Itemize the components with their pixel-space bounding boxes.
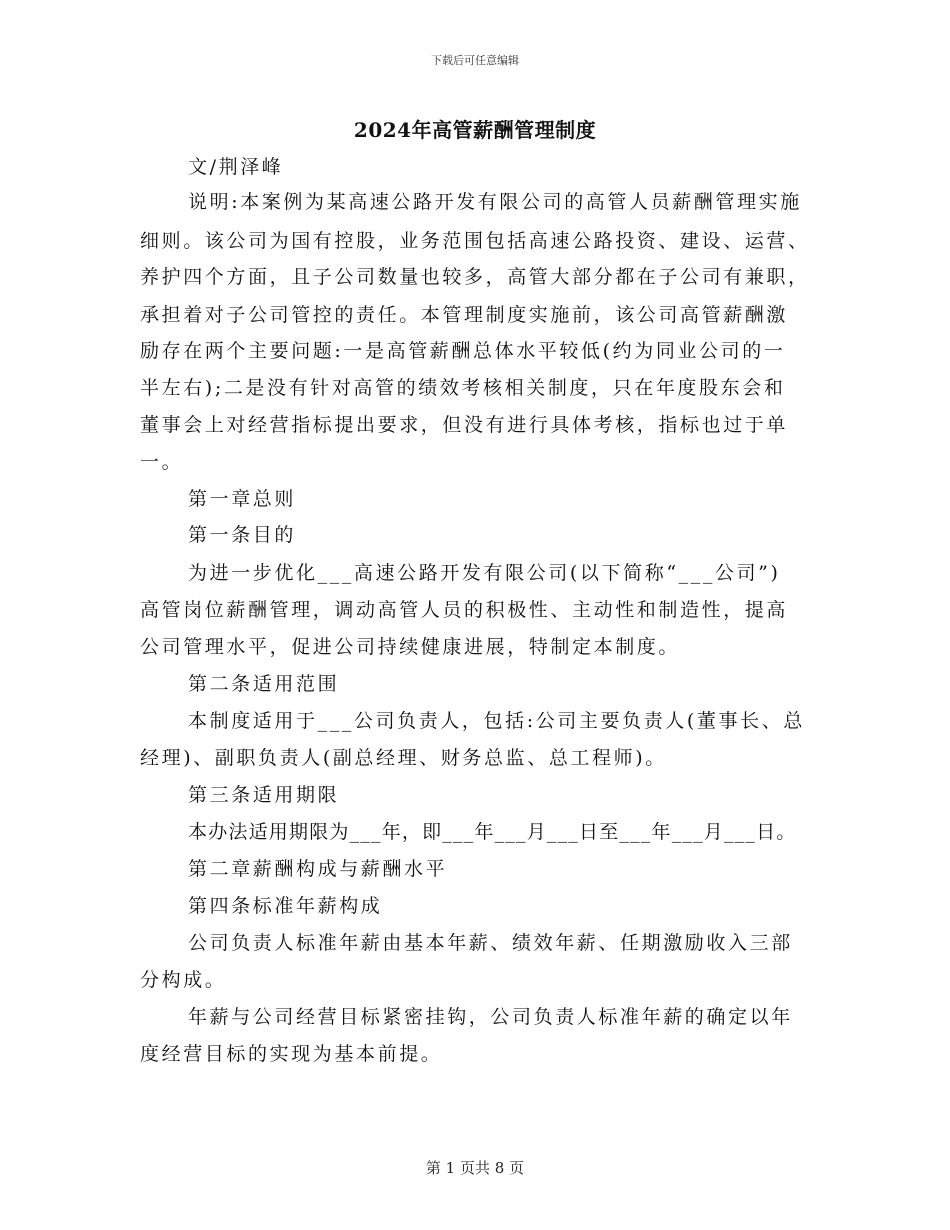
paragraph-line: 经理)、副职负责人(副总经理、财务总监、总工程师)。 xyxy=(140,747,667,769)
paragraph-line: 董事会上对经营指标提出要求，但没有进行具体考核，指标也过于单 xyxy=(140,414,789,436)
chapter-heading: 第一章总则 xyxy=(188,488,297,510)
paragraph-line: 本制度适用于___公司负责人，包括:公司主要负责人(董事长、总 xyxy=(188,710,805,732)
paragraph-line: 养护四个方面，且子公司数量也较多，高管大部分都在子公司有兼职， xyxy=(140,266,810,288)
article-heading: 第三条适用期限 xyxy=(188,784,340,806)
paragraph-line: 一。 xyxy=(140,451,184,473)
paragraph-line: 本办法适用期限为___年，即___年___月___日至___年___月___日。 xyxy=(188,821,797,843)
document-title: 2024年高管薪酬管理制度 xyxy=(353,118,597,142)
paragraph-line: 公司负责人标准年薪由基本年薪、绩效年薪、任期激励收入三部 xyxy=(188,932,793,954)
paragraph-line: 度经营目标的实现为基本前提。 xyxy=(140,1043,443,1065)
paragraph-line: 说明:本案例为某高速公路开发有限公司的高管人员薪酬管理实施 xyxy=(188,191,802,213)
author-line: 文/荆泽峰 xyxy=(188,156,284,178)
article-heading: 第二条适用范围 xyxy=(188,673,340,695)
article-heading: 第一条目的 xyxy=(188,524,297,546)
paragraph-line: 细则。该公司为国有控股，业务范围包括高速公路投资、建设、运营、 xyxy=(140,230,810,252)
paragraph-line: 为进一步优化___高速公路开发有限公司(以下简称“___公司”) xyxy=(188,562,781,584)
article-heading: 第四条标准年薪构成 xyxy=(188,895,383,917)
header-note: 下载后可任意编辑 xyxy=(431,54,519,67)
paragraph-line: 半左右);二是没有针对高管的绩效考核相关制度，只在年度股东会和 xyxy=(140,377,786,399)
paragraph-line: 年薪与公司经营目标紧密挂钩，公司负责人标准年薪的确定以年 xyxy=(188,1006,793,1028)
paragraph-line: 分构成。 xyxy=(140,969,227,991)
paragraph-line: 公司管理水平，促进公司持续健康进展，特制定本制度。 xyxy=(140,636,681,658)
paragraph-line: 高管岗位薪酬管理，调动高管人员的积极性、主动性和制造性，提高 xyxy=(140,599,789,621)
page-number: 第 1 页共 8 页 xyxy=(425,1159,525,1177)
paragraph-line: 励存在两个主要问题:一是高管薪酬总体水平较低(约为同业公司的一 xyxy=(140,340,786,362)
chapter-heading: 第二章薪酬构成与薪酬水平 xyxy=(188,858,448,880)
paragraph-line: 承担着对子公司管控的责任。本管理制度实施前，该公司高管薪酬激 xyxy=(140,304,789,326)
